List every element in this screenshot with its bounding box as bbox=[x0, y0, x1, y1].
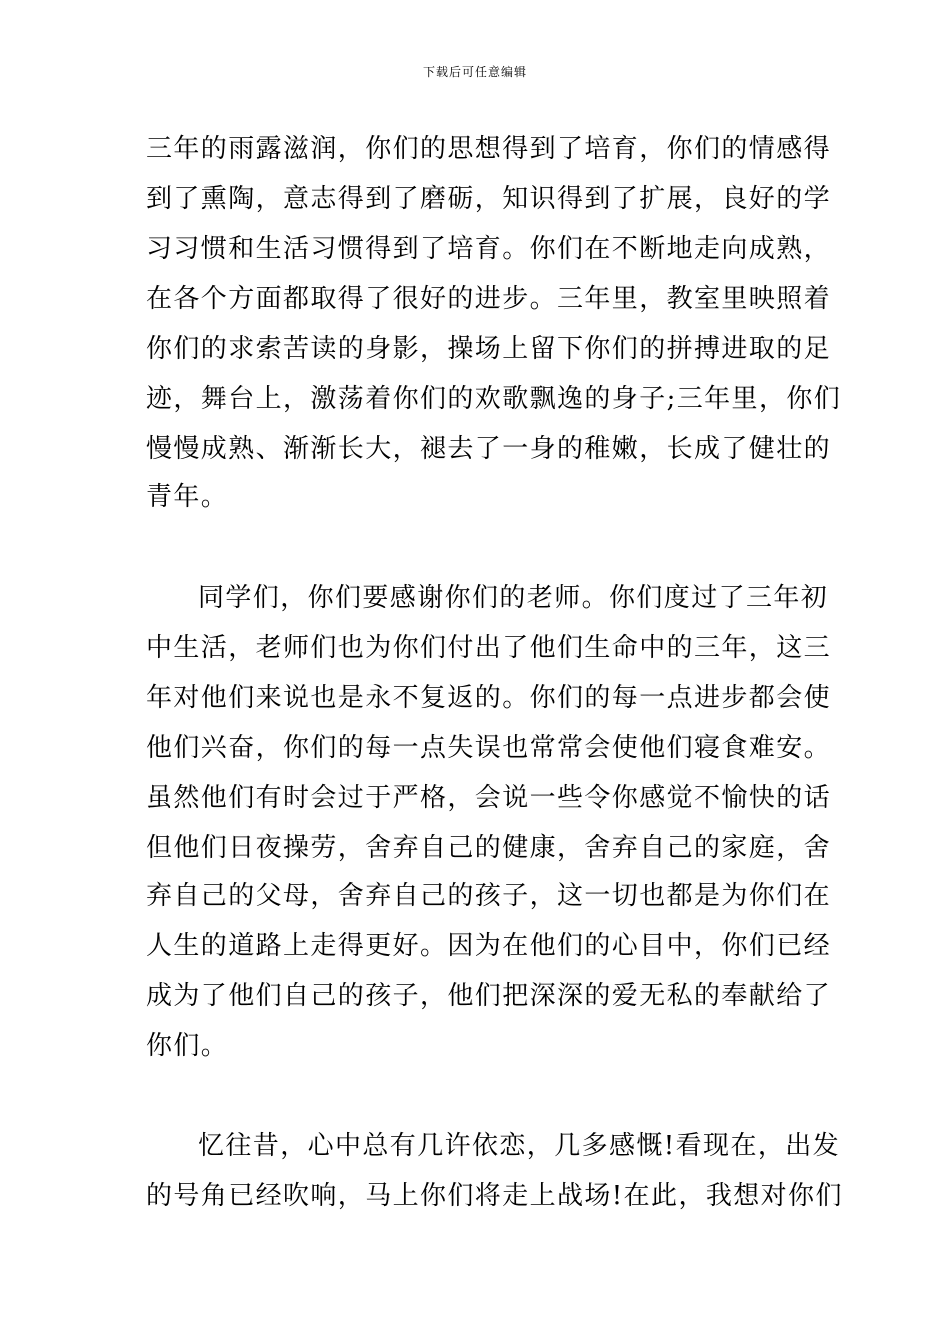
paragraph-1-line-6: 迹，舞台上，激荡着你们的欢歌飘逸的身子;三年里，你们 bbox=[146, 384, 842, 414]
paragraph-2-line-8: 人生的道路上走得更好。因为在他们的心目中，你们已经 bbox=[146, 931, 832, 961]
paragraph-1-line-1: 三年的雨露滋润，你们的思想得到了培育，你们的情感得 bbox=[146, 134, 832, 164]
paragraph-1-line-8: 青年。 bbox=[146, 482, 229, 512]
paragraph-3-line-1: 忆往昔，心中总有几许依恋，几多感慨!看现在，出发 bbox=[198, 1131, 841, 1161]
paragraph-2-line-5: 虽然他们有时会过于严格，会说一些令你感觉不愉快的话 bbox=[146, 783, 832, 813]
paragraph-2-line-9: 成为了他们自己的孩子，他们把深深的爱无私的奉献给了 bbox=[146, 981, 832, 1011]
paragraph-3-line-2: 的号角已经吹响，马上你们将走上战场!在此，我想对你们 bbox=[146, 1181, 843, 1211]
paragraph-2-line-2: 中生活，老师们也为你们付出了他们生命中的三年，这三 bbox=[146, 633, 832, 663]
paragraph-1-line-3: 习习惯和生活习惯得到了培育。你们在不断地走向成熟， bbox=[146, 234, 832, 264]
paragraph-2-line-1: 同学们，你们要感谢你们的老师。你们度过了三年初 bbox=[198, 583, 829, 613]
paragraph-1-line-5: 你们的求索苦读的身影，操场上留下你们的拼搏进取的足 bbox=[146, 334, 832, 364]
paragraph-1-line-4: 在各个方面都取得了很好的进步。三年里，教室里映照着 bbox=[146, 284, 832, 314]
paragraph-2-line-3: 年对他们来说也是永不复返的。你们的每一点进步都会使 bbox=[146, 683, 832, 713]
paragraph-2-line-7: 弃自己的父母，舍弃自己的孩子，这一切也都是为你们在 bbox=[146, 881, 832, 911]
paragraph-2-line-6: 但他们日夜操劳，舍弃自己的健康，舍弃自己的家庭，舍 bbox=[146, 833, 832, 863]
paragraph-2-line-4: 他们兴奋，你们的每一点失误也常常会使他们寝食难安。 bbox=[146, 733, 832, 763]
page-header: 下载后可任意编辑 bbox=[422, 65, 527, 79]
paragraph-2-line-10: 你们。 bbox=[146, 1031, 229, 1061]
paragraph-1-line-7: 慢慢成熟、渐渐长大，褪去了一身的稚嫩，长成了健壮的 bbox=[146, 434, 832, 464]
paragraph-1-line-2: 到了熏陶，意志得到了磨砺，知识得到了扩展，良好的学 bbox=[146, 184, 832, 214]
